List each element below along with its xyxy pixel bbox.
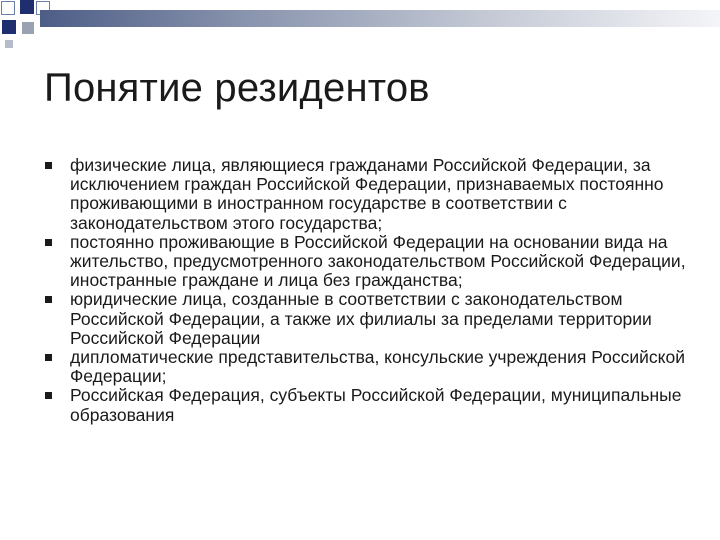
square-bullet-icon	[45, 296, 52, 303]
decorative-square	[1, 1, 15, 15]
list-item	[44, 386, 694, 424]
list-item-text: дипломатические представительства, консульские учреждения Российской Федерации;	[70, 347, 685, 387]
decorative-square	[22, 22, 34, 34]
decorative-square	[20, 0, 34, 14]
decorative-square	[5, 40, 13, 48]
list-item	[44, 348, 694, 386]
header-gradient-bar	[40, 10, 720, 27]
decorative-square	[2, 20, 16, 34]
list-item-text: юридические лица, созданные в соответствии с законодательством Российской Федерации, а также их филиалы за пределами территории Российской Федерации	[70, 289, 652, 348]
square-bullet-icon	[45, 239, 52, 246]
list-item-text: физические лица, являющиеся гражданами Российской Федерации, за исключением граждан Российской Федерации, признаваемых постоянно проживающими в иностранном государстве в соответствии с законодательством этого государства;	[70, 155, 664, 233]
square-bullet-icon	[45, 162, 52, 169]
list-item	[44, 156, 694, 233]
list-item	[44, 290, 694, 348]
list-item-text: постоянно проживающие в Российской Федерации на основании вида на жительство, предусмотренного законодательством Российской Федерации, иностранные граждане и лица без гражданства;	[70, 231, 686, 291]
list-item	[44, 233, 694, 291]
square-bullet-icon	[45, 392, 52, 399]
square-bullet-icon	[45, 354, 52, 361]
resident-list	[44, 156, 694, 425]
list-item-text: Российская Федерация, субъекты Российской Федерации, муниципальные образования	[70, 385, 682, 425]
slide-title: Понятие резидентов	[44, 66, 430, 110]
